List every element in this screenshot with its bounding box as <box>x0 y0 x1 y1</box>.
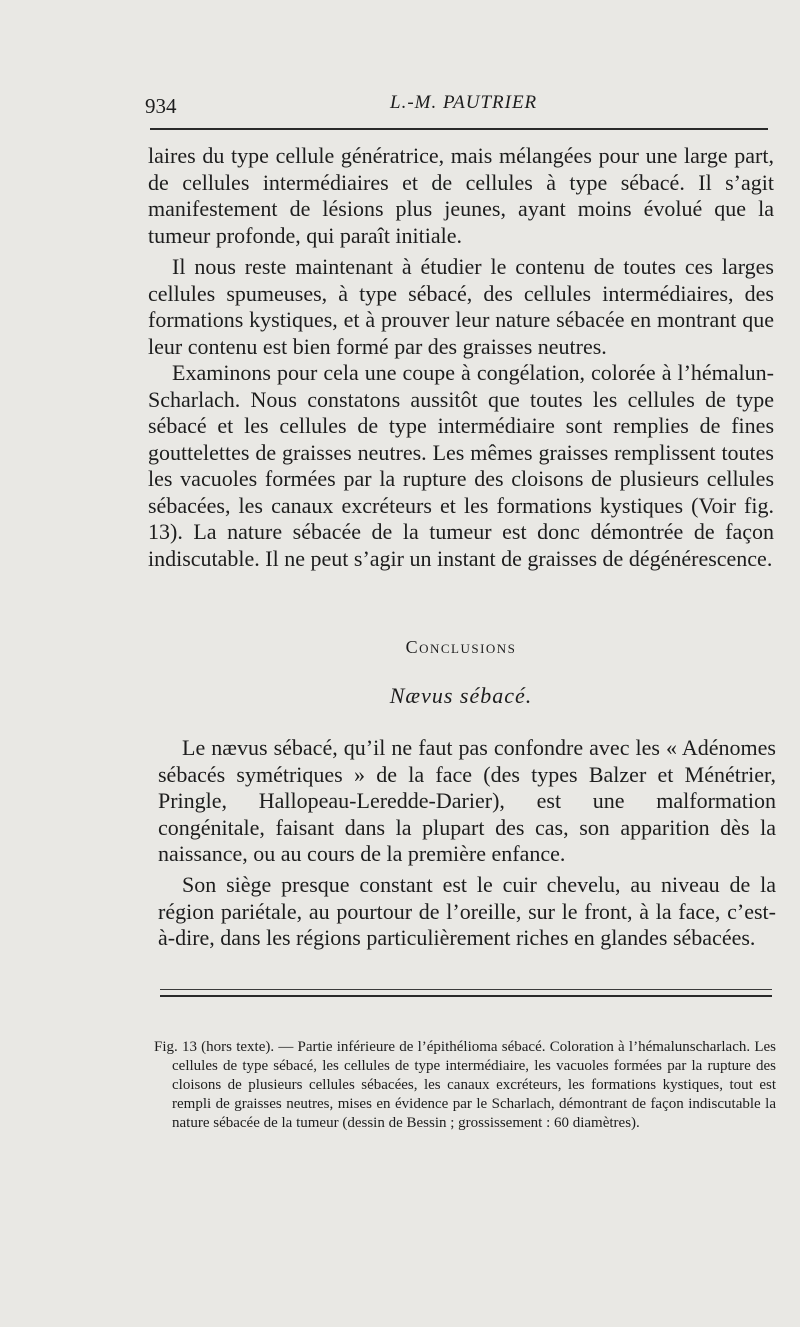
paragraph <box>148 254 774 360</box>
footnote-rule <box>160 989 772 990</box>
paragraph-text: Son siège presque constant est le cuir chevelu, au niveau de la région pariétale, au pourtour de l’oreille, sur le front, à la face, c’est-à-dire, dans les régions particulièrement riches en glandes sébacées. <box>158 872 776 950</box>
paragraph <box>158 735 776 868</box>
paragraph-continued <box>148 143 774 249</box>
figure-caption <box>154 1038 776 1133</box>
paragraph-text: Le nævus sébacé, qu’il ne faut pas confondre avec les « Adénomes sébacés symétriques » de la face (des types Balzer et Ménétrier, Pringle, Hallopeau-Leredde-Darier), est une malformation congénitale, faisant dans la plupart des cas, son apparition dès la naissance, ou au cours de la première enfance. <box>158 735 776 866</box>
footnote-rule <box>160 995 772 997</box>
paragraph <box>158 872 776 952</box>
page-number: 934 <box>145 94 177 118</box>
figure-caption-text: Fig. 13 (hors texte). — Partie inférieure de l’épithélioma sébacé. Coloration à l’hémalunscharlach. Les cellules de type sébacé, les cellules de type intermédiaire, les vacuoles formées par la rupture des cloisons de plusieurs cellules sébacées, les canaux excréteurs, les formations kystiques, tout est rempli de graisses neutres, mises en évidence par le Scharlach, démontrant de façon indiscutable la nature sébacée de la tumeur (dessin de Bessin ; grossissement : 60 diamètres). <box>154 1039 776 1131</box>
paragraph <box>148 360 774 572</box>
subsection-heading: Nævus sébacé. <box>389 683 533 708</box>
paragraph-text: Il nous reste maintenant à étudier le contenu de toutes ces larges cellules spumeuses, à type sébacé, des cellules intermédiaires, des formations kystiques, et à prouver leur nature sébacée en montrant que leur contenu est bien formé par des graisses neutres. <box>148 254 774 359</box>
section-heading: Conclusions <box>405 637 517 657</box>
running-title: L.-M. PAUTRIER <box>390 92 538 113</box>
paragraph-text: Examinons pour cela une coupe à congélation, colorée à l’hémalun-Scharlach. Nous constatons aussitôt que toutes les cellules de type sébacé et les cellules de type intermédiaire sont remplies de fines gouttelettes de graisses neutres. Les mêmes graisses remplissent toutes les vacuoles formées par la rupture des cloisons de plusieurs cellules sébacées, les canaux excréteurs et les formations kystiques (Voir fig. 13). La nature sébacée de la tumeur est donc démontrée de façon indiscutable. Il ne peut s’agir un instant de graisses de dégénérescence. <box>148 360 774 571</box>
header-rule <box>150 128 768 130</box>
page-header <box>143 92 763 124</box>
paragraph-text: laires du type cellule génératrice, mais mélangées pour une large part, de cellules intermédiaires et de cellules à type sébacé. Il s’agit manifestement de lésions plus jeunes, ayant moins évolué que la tumeur profonde, qui paraît initiale. <box>148 143 774 248</box>
